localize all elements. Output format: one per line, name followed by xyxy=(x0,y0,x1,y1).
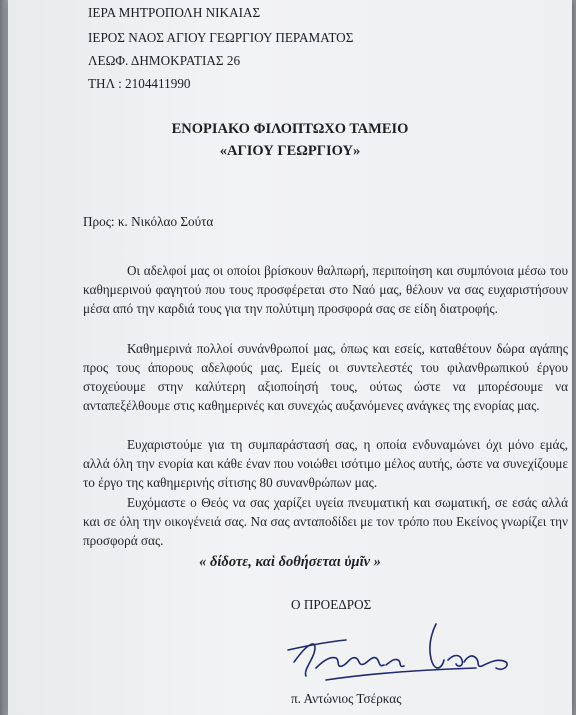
header-metropolis: ΙΕΡΑ ΜΗΤΡΟΠΟΛΗ ΝΙΚΑΙΑΣ xyxy=(88,5,261,20)
signatory-role: Ο ΠΡΟΕΔΡΟΣ xyxy=(291,597,372,612)
paragraph-3: Ευχαριστούμε για τη συμπαράστασή σας, η οποία ενδυναμώνει όχι μόνο εμάς, αλλά όλη την ενορία και κάθε έναν που νοιώθει ισότιμο μέλος αυτής, ώστε να συνεχίζουμε το έργο της καθημερινής σίτισης 80 συνανθρώπων μας. xyxy=(83,437,568,490)
signatory-name: π. Αντώνιος Τσέρκας xyxy=(291,691,402,706)
paragraph-2: Καθημερινά πολλοί συνάνθρωποί μας, όπως και εσείς, καταθέτουν δώρα αγάπης προς τους άπορους αδελφούς μας. Εμείς οι συντελεστές του φιλανθρωπικού έργου στοχεύουμε στην καλύτερη αξιοποίησή τους, ούτως ώστε να μπορέσουμε να ανταπεξέλθουμε στις καθημερινές και συνεχώς αυξανόμενες ανάγκες της ενορίας μας. xyxy=(83,341,568,413)
paragraph-1: Οι αδελφοί μας οι οποίοι βρίσκουν θαλπωρή, περιποίηση και συμπόνοια μέσω του καθημερινού φαγητού που τους προσφέρεται στο Ναό μας, θέλουν να σας ευχαριστήσουν μέσα από την καρδιά τους για την πολύτιμη προσφορά σας σε είδη διατροφής. xyxy=(83,263,568,316)
handwritten-signature xyxy=(286,610,516,690)
scan-edge xyxy=(0,0,8,715)
header-address: ΛΕΩΦ. ΔΗΜΟΚΡΑΤΙΑΣ 26 xyxy=(88,53,241,68)
header-church: ΙΕΡΟΣ ΝΑΟΣ ΑΓΙΟΥ ΓΕΩΡΓΙΟΥ ΠΕΡΑΜΑΤΟΣ xyxy=(88,30,354,45)
recipient-line: Προς: κ. Νικόλαο Σούτα xyxy=(83,214,214,229)
letter-page xyxy=(8,0,572,715)
paragraph-4: Ευχόμαστε ο Θεός να σας χαρίζει υγεία πνευματική και σωματική, σε εσάς αλλά και σε όλη την οικογένειά σας. Να σας ανταποδίδει με τον τρόπο που Εκείνος γνωρίζει την προσφορά σας. xyxy=(83,495,568,548)
fund-title: ΕΝΟΡΙΑΚΟ ΦΙΛΟΠΤΩΧΟ ΤΑΜΕΙΟ xyxy=(171,121,409,137)
motto: « δίδοτε, καὶ δοθήσεται ὑμῖν » xyxy=(199,554,381,570)
header-phone: ΤΗΛ : 2104411990 xyxy=(88,76,191,91)
fund-subtitle: «ΑΓΙΟΥ ΓΕΩΡΓΙΟΥ» xyxy=(219,143,361,159)
